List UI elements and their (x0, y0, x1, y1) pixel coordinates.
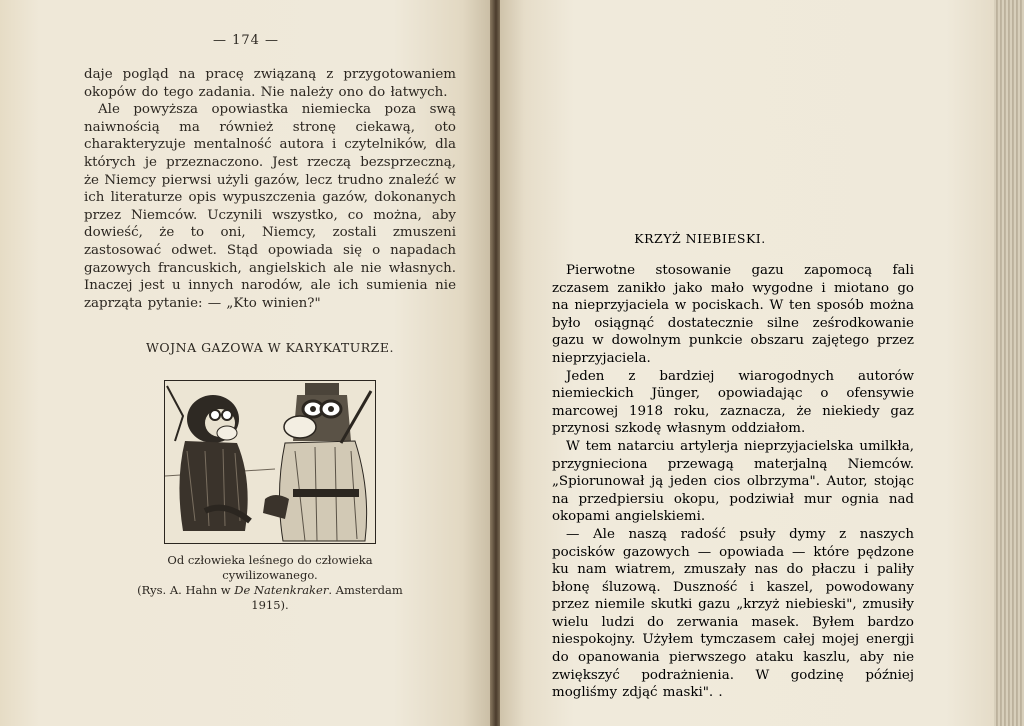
paragraph: Ale powyższa opowiastka niemiecka poza swą naiwnością ma również stronę ciekawą, oto charakteryzuje mentalność autora i czytelników, dla których je przeznaczono. Jest rzeczą bezsprzeczną, że Niemcy pierwsi użyli gazów, lecz trudno znaleźć w ich literaturze opis wypuszczenia gazów, dokonanych przez Niemców. Uczynili wszystko, co można, aby dowieść, że to oni, Niemcy, zostali zmuszeni zastosować odwet. Stąd opowiada się o napadach gazowych francuskich, angielskich ale nie własnych. Inaczej jest u innych narodów, ale ich sumienia nie zaprząta pytanie: — „Kto winien?" (84, 102, 456, 311)
caption-credit-suffix: . Amsterdam 1915). (251, 583, 403, 612)
paragraph: — Ale naszą radość psuły dymy z naszych pocisków gazowych — opowiada — które pędzone ku nam wiatrem, zmuszały nas do płaczu i paliły błonę śluzową. Duszność i kaszel, powodowany przez niemile skutki gazu „krzyż niebieski", zmusiły wielu ludzi do zerwania masek. Byłem bardzo niespokojny. Użyłem tymczasem całej mojej energji do opanowania pierwszego ataku kaszlu, aby nie zwiększyć podrażnienia. W godzinę później mogliśmy zdjąć maski". . (552, 526, 914, 701)
left-page-text (84, 66, 456, 312)
paragraph: Pierwotne stosowanie gazu zapomocą fali zczasem zanikło jako mało wygodne i miotano go na nieprzyjaciela w pociskach. W ten sposób można było osiągnąć dostatecznie silne ześrodkowanie gazu w dowolnym punkcie obszaru zajętego przez nieprzyjaciela. (552, 263, 914, 366)
page-edges (994, 0, 1024, 726)
caption-credit-prefix: (Rys. A. Hahn w (137, 583, 235, 597)
cartoon-drawing (165, 381, 375, 543)
figure-caption (130, 553, 410, 613)
left-page (0, 0, 492, 726)
cartoon-illustration (164, 380, 376, 544)
paragraph: W tem natarciu artylerja nieprzyjacielska umilkła, przygnieciona przewagą materjalną Niemców. „Spiorunował ją jeden cios olbrzyma". Autor, stojąc na przedpiersiu okopu, podziwiał mur ognia nad okopami angielskiemi. (552, 438, 914, 525)
page-number: — 174 — (212, 33, 280, 48)
caption-line: Od człowieka leśnego do człowieka cywilizowanego. (167, 553, 373, 582)
paragraph: daje pogląd na pracę związaną z przygotowaniem okopów do tego zadania. Nie należy ono do łatwych. (84, 67, 456, 100)
caption-credit (130, 583, 410, 613)
chapter-title: KRZYŻ NIEBIESKI. (634, 231, 766, 246)
paragraph: Jeden z bardziej wiarogodnych autorów niemieckich Jünger, opowiadając o ofensywie marcowej 1918 roku, zaznacza, że niekiedy gaz przynosi szkodę własnym oddziałom. (552, 368, 914, 437)
right-page-text (552, 262, 914, 702)
caption-publication: De Natenkraker (234, 583, 329, 597)
figure-heading: WOJNA GAZOWA W KARYKATURZE. (146, 340, 394, 355)
